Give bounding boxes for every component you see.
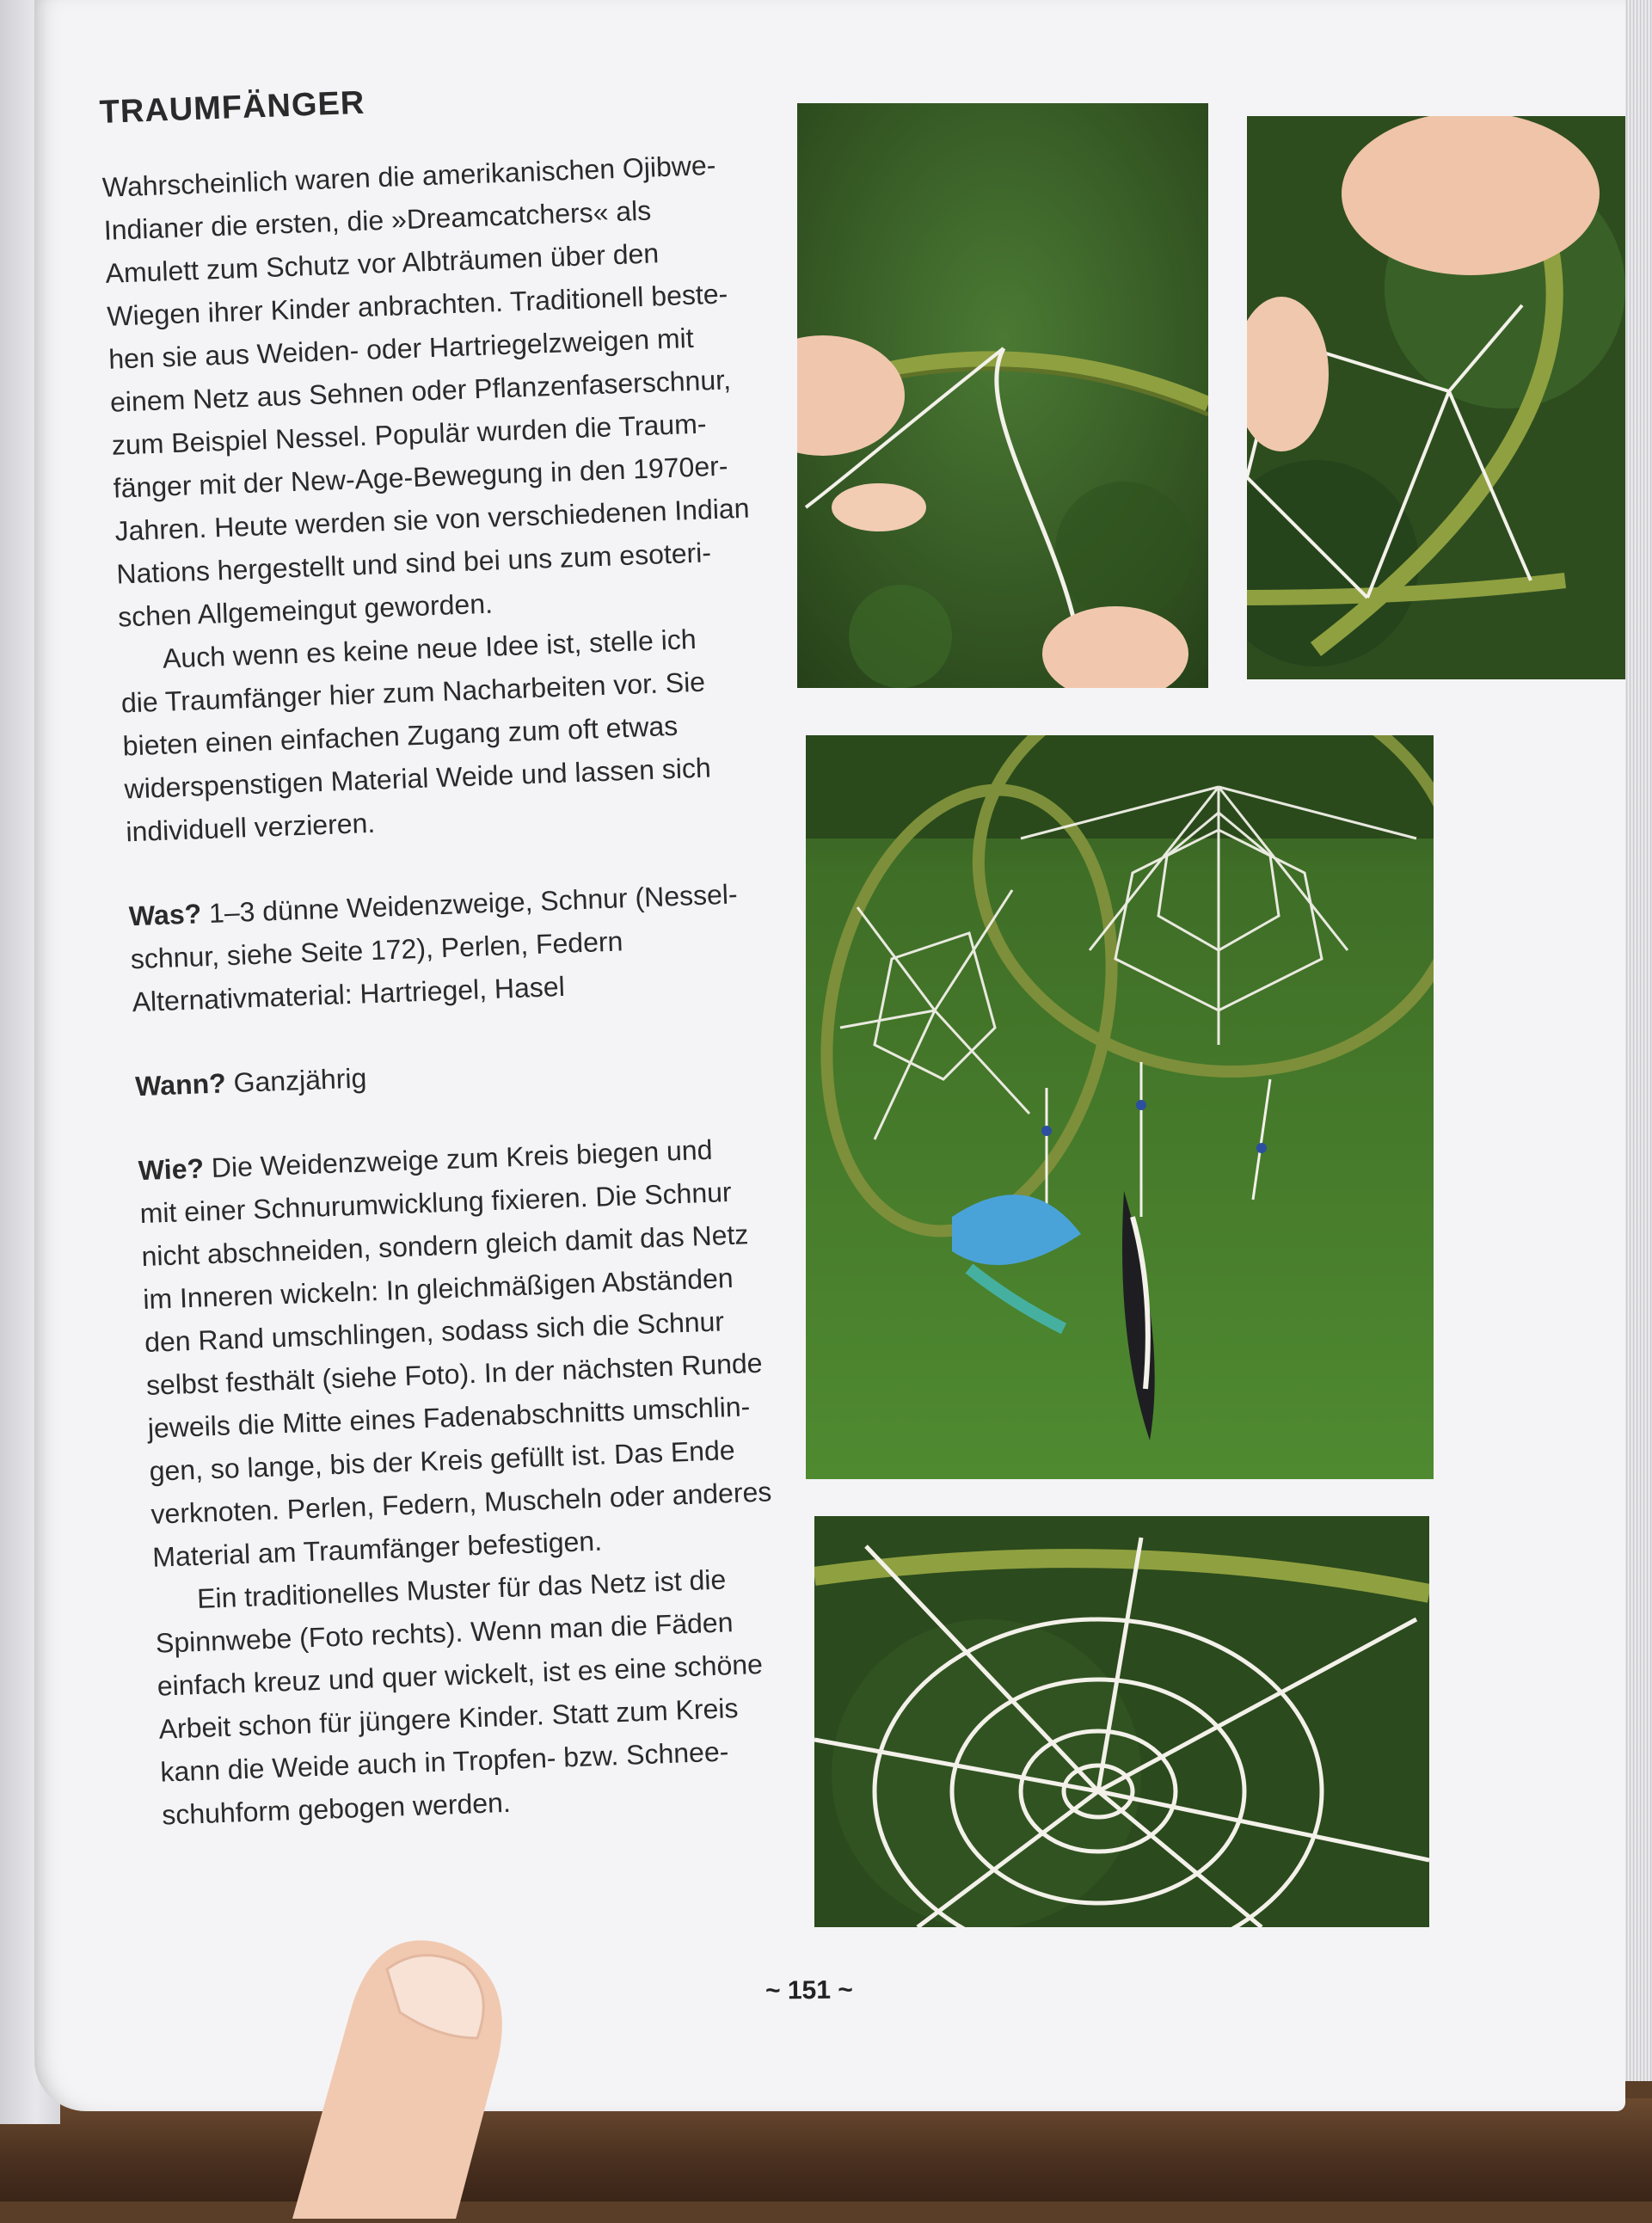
text-column (99, 69, 868, 1837)
intro-paragraph: Wahrscheinlich waren die amerikanischen Ojibwe- Indianer die ersten, die »Dreamcatchers« als Amulett zum Schutz vor Albträumen über den Wiegen ihrer Kinder anbrachten. Traditionell beste- hen sie aus Weiden- oder Hartriegelzweigen mit einem Netz aus Sehnen oder Pflanzenfaserschnur, zum Beispiel Nessel. Populär wurden die Traum- fänger mit der New-Age-Bewegung in den 1970er- Jahren. Heute werden sie von verschiedenen Indian Nations hergestellt und sind bei uns zum esoteri- schen Allgemeingut geworden. (101, 149, 751, 633)
second-paragraph: Auch wenn es keine neue Idee ist, stelle ich die Traumfänger hier zum Nacharbeiten vor. Sie bieten einen einfachen Zugang zum oft etwas widerspenstigen Material Weide und lassen sich individuell verzieren. (120, 623, 712, 848)
page-title: TRAUMFÄNGER (99, 84, 365, 131)
finger-holding-page (258, 1909, 542, 2219)
season-section: Wann? Ganzjährig (134, 1062, 367, 1102)
photo-hands-bending-willow (797, 103, 1208, 688)
photo-finished-dreamcatchers (806, 735, 1434, 1479)
materials-label: Was? (128, 898, 202, 932)
photo-winding-net (1247, 116, 1625, 679)
instructions-section: Wie? Die Weidenzweige zum Kreis biegen und mit einer Schnurumwicklung fixieren. Die Schnur nicht abschneiden, sondern gleich damit das Netz im Inneren wickeln: In gleichmäßigen Abständen den Rand umschlingen, sodass sich die Schnur selbst festhält (siehe Foto). In der nächsten Runde jeweils die Mitte eines Fadenabschnitts umschlin- gen, so lange, bis der Kreis gefüllt ist. Das Ende verknoten. Perlen, Federn, Muscheln oder anderes Material am Traumfänger befestigen. (138, 1133, 772, 1573)
page-number: ~ 151 ~ (765, 1975, 853, 2005)
photo-spider-web-pattern (814, 1516, 1429, 1927)
wooden-table (0, 2098, 1652, 2202)
materials-section: Was? 1–3 dünne Weidenzweige, Schnur (Nessel- schnur, siehe Seite 172), Perlen, Federn Alternativmaterial: Hartriegel, Hasel (128, 878, 739, 1018)
instructions-label: Wie? (138, 1152, 205, 1187)
season-label: Wann? (134, 1067, 227, 1102)
last-paragraph: Ein traditionelles Muster für das Netz ist die Spinnwebe (Foto rechts). Wenn man die Fäden einfach kreuz und quer wickelt, ist es eine schöne Arbeit schon für jüngere Kinder. Statt zum Kreis kann die Weide auch in Tropfen- bzw. Schnee- schuhform gebogen werden. (155, 1563, 764, 1831)
book-page (34, 0, 1625, 2111)
